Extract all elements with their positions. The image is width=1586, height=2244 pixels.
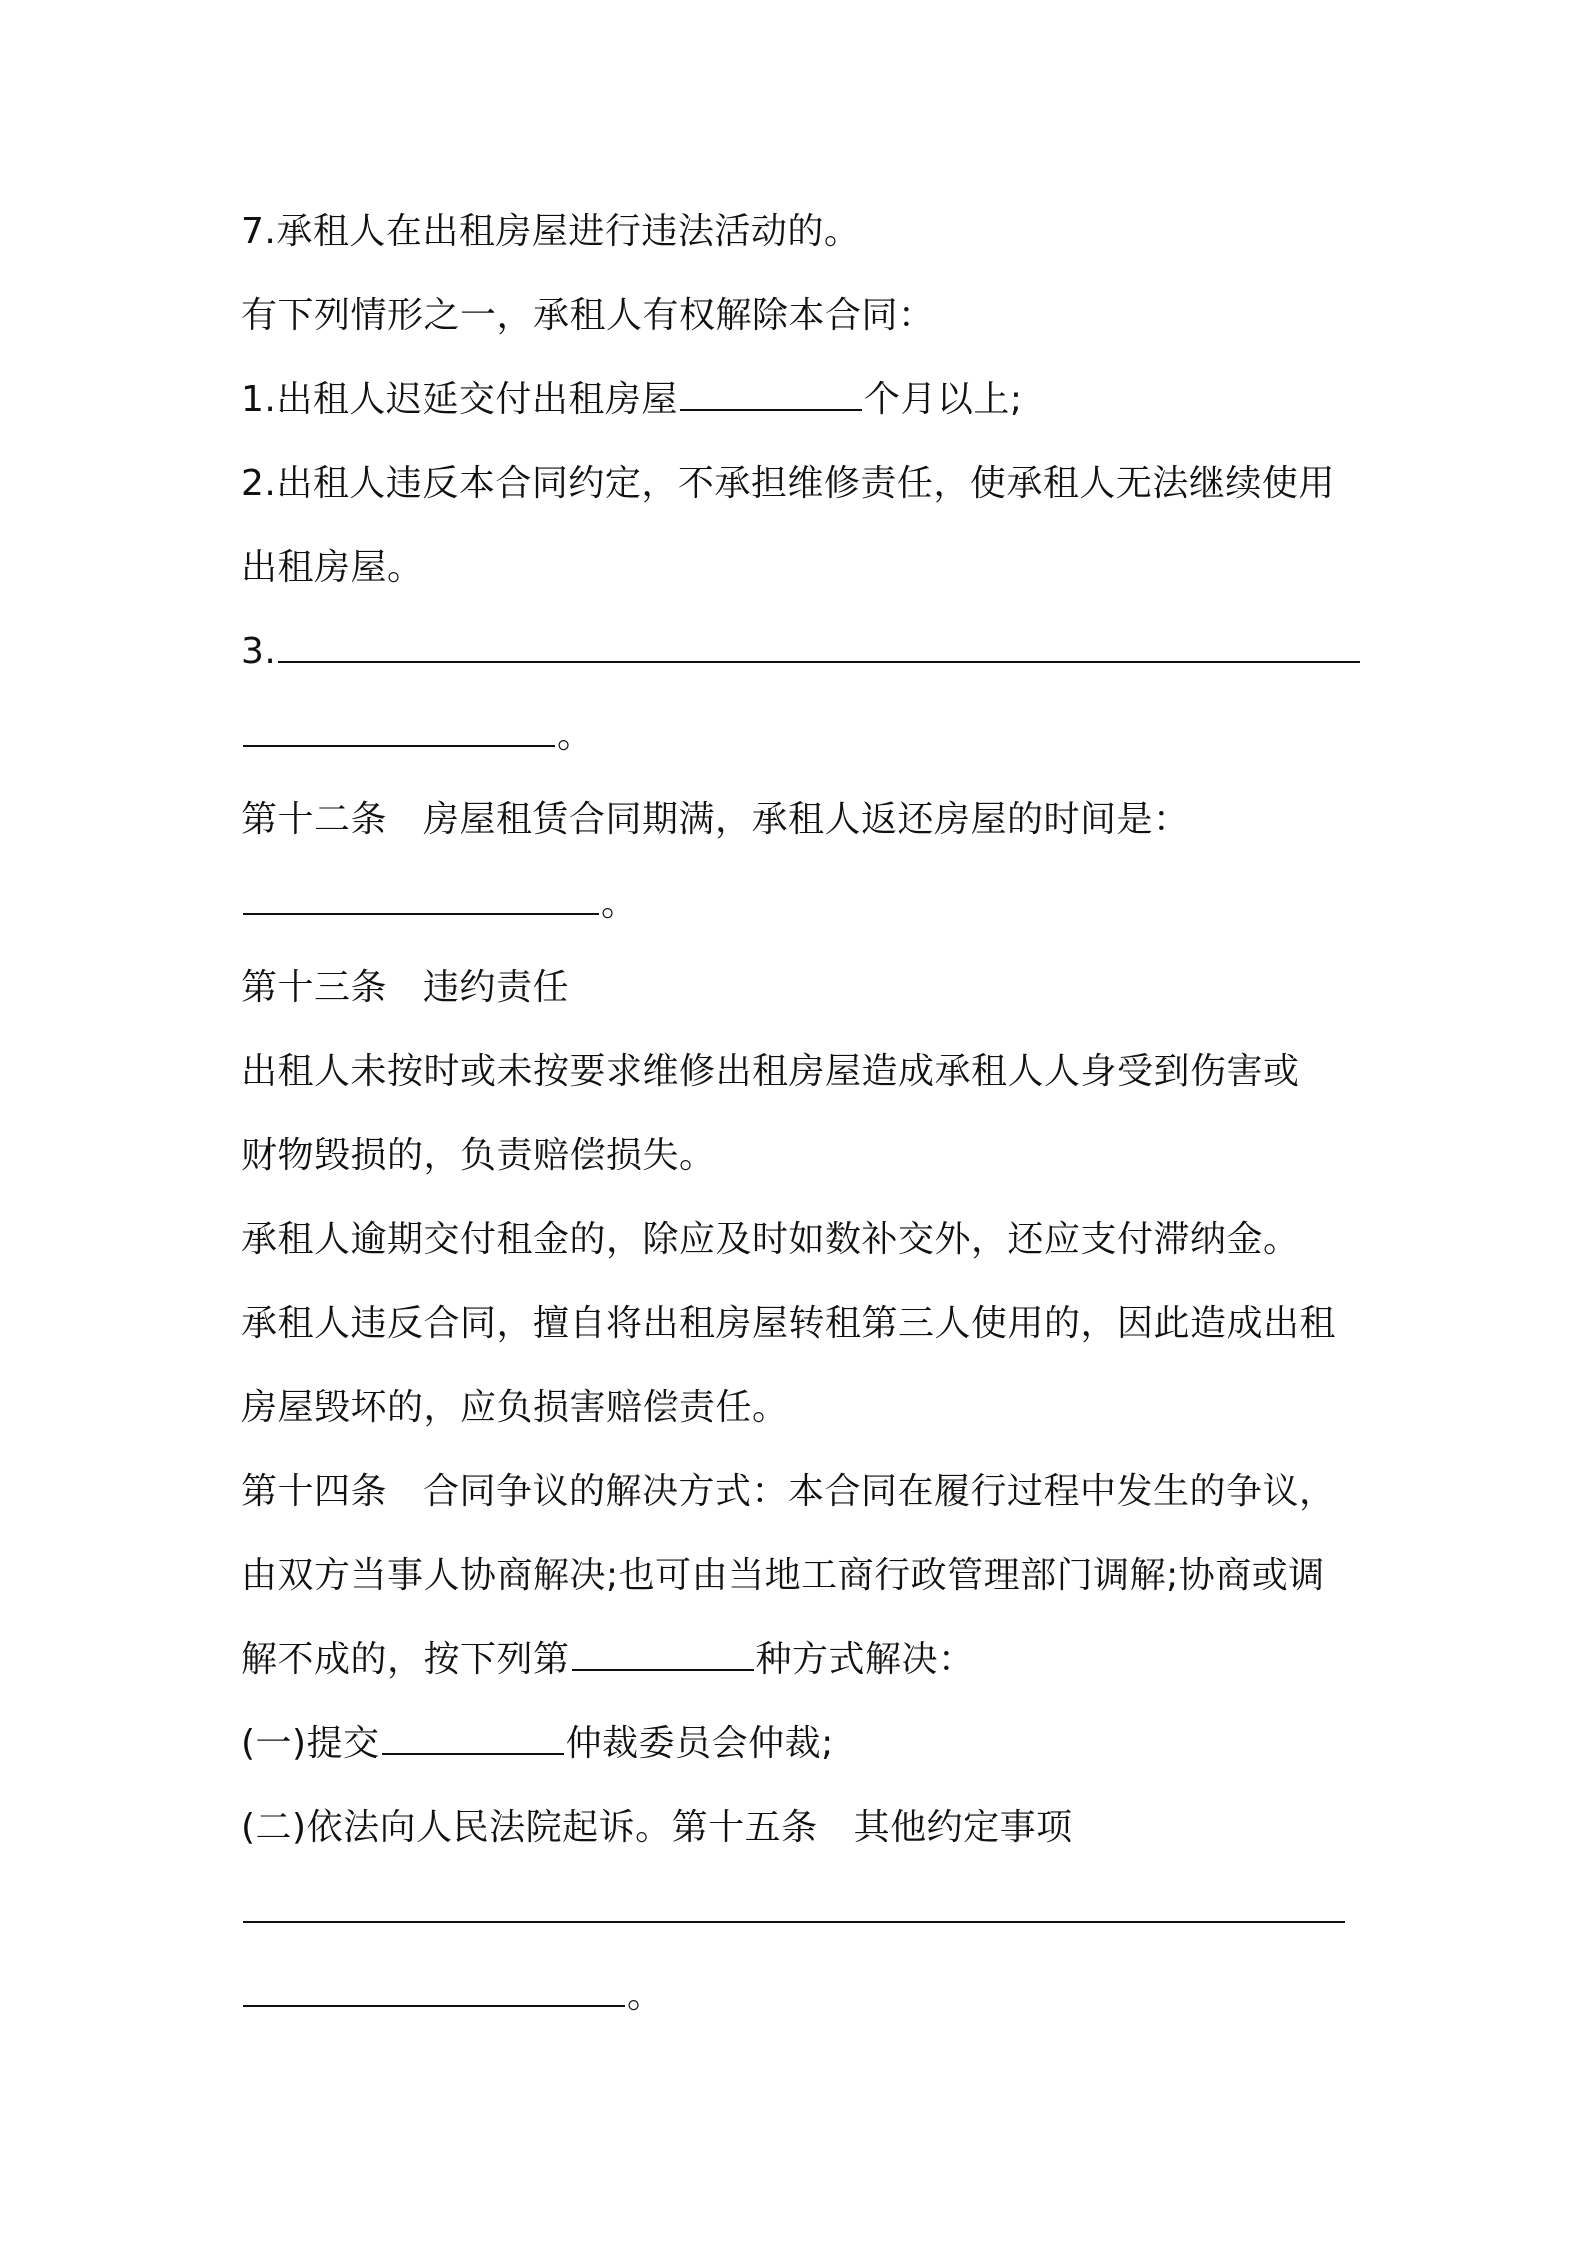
text-line: 。 <box>627 1975 664 2016</box>
clause-7-item <box>241 200 1361 284</box>
liability-item-2 <box>241 1208 1361 1292</box>
dispute-option-1 <box>241 1712 1361 1796</box>
article-number: 第十三条 <box>241 967 388 1008</box>
fill-in-blank[interactable] <box>680 381 862 411</box>
text-line: 承租人逾期交付租金的，除应及时如数补交外，还应支付滞纳金。 <box>241 1219 1300 1260</box>
liability-item-1-cont <box>241 1124 1361 1208</box>
article-15-blank-1 <box>241 1880 1361 1964</box>
text-line: 出租人未按时或未按要求维修出租房屋造成承租人人身受到伤害或 <box>241 1051 1300 1092</box>
fill-in-blank[interactable] <box>278 633 1360 663</box>
fill-in-blank[interactable] <box>243 717 555 747</box>
fill-in-blank[interactable] <box>382 1725 564 1755</box>
liability-item-1 <box>241 1040 1361 1124</box>
text-line: 解不成的，按下列第 <box>241 1639 570 1680</box>
text-line: 其他约定事项 <box>853 1807 1073 1848</box>
article-15-blank-2 <box>241 1964 1361 2048</box>
dispute-option-2 <box>241 1796 1361 1880</box>
tenant-termination-item-3 <box>241 620 1361 704</box>
article-number: 第十四条 <box>241 1471 388 1512</box>
contract-text <box>241 200 1361 2048</box>
text-line: 。 <box>601 883 638 924</box>
article-14 <box>241 1460 1361 1544</box>
article-title: 违约责任 <box>423 967 570 1008</box>
liability-item-3-cont <box>241 1376 1361 1460</box>
article-12 <box>241 788 1361 872</box>
tenant-termination-item-1 <box>241 368 1361 452</box>
text-line: 2.出租人违反本合同约定，不承担维修责任，使承租人无法继续使用 <box>241 463 1335 504</box>
text-line: 财物毁损的，负责赔偿损失。 <box>241 1135 716 1176</box>
liability-item-3 <box>241 1292 1361 1376</box>
fill-in-blank[interactable] <box>243 1893 1345 1923</box>
fill-in-blank[interactable] <box>243 885 599 915</box>
text-line: 种方式解决： <box>755 1639 975 1680</box>
text-line: 仲裁委员会仲裁; <box>565 1723 834 1764</box>
text-line: (一)提交 <box>241 1723 380 1764</box>
text-line: 。 <box>557 715 594 756</box>
tenant-termination-heading <box>241 284 1361 368</box>
article-number: 第十二条 <box>241 799 388 840</box>
text-line: 7.承租人在出租房屋进行违法活动的。 <box>241 211 861 252</box>
text-line: 房屋毁坏的，应负损害赔偿责任。 <box>241 1387 789 1428</box>
text-line: 由双方当事人协商解决;也可由当地工商行政管理部门调解;协商或调 <box>241 1555 1325 1596</box>
fill-in-blank[interactable] <box>243 1977 625 2007</box>
fill-in-blank[interactable] <box>572 1641 754 1671</box>
text-line: 3. <box>241 631 277 672</box>
article-14-cont-2 <box>241 1628 1361 1712</box>
text-line: (二)依法向人民法院起诉。第十五条 <box>241 1807 818 1848</box>
article-13 <box>241 956 1361 1040</box>
text-line: 有下列情形之一，承租人有权解除本合同： <box>241 295 935 336</box>
text-line: 1.出租人迟延交付出租房屋 <box>241 379 678 420</box>
article-14-cont-1 <box>241 1544 1361 1628</box>
article-12-cont <box>241 872 1361 956</box>
text-line: 房屋租赁合同期满，承租人返还房屋的时间是： <box>423 799 1190 840</box>
text-line: 个月以上; <box>863 379 1023 420</box>
tenant-termination-item-2-cont <box>241 536 1361 620</box>
tenant-termination-item-2 <box>241 452 1361 536</box>
text-line: 出租房屋。 <box>241 547 424 588</box>
text-line: 承租人违反合同，擅自将出租房屋转租第三人使用的，因此造成出租 <box>241 1303 1337 1344</box>
text-line: 合同争议的解决方式：本合同在履行过程中发生的争议， <box>423 1471 1336 1512</box>
tenant-termination-item-3-cont <box>241 704 1361 788</box>
